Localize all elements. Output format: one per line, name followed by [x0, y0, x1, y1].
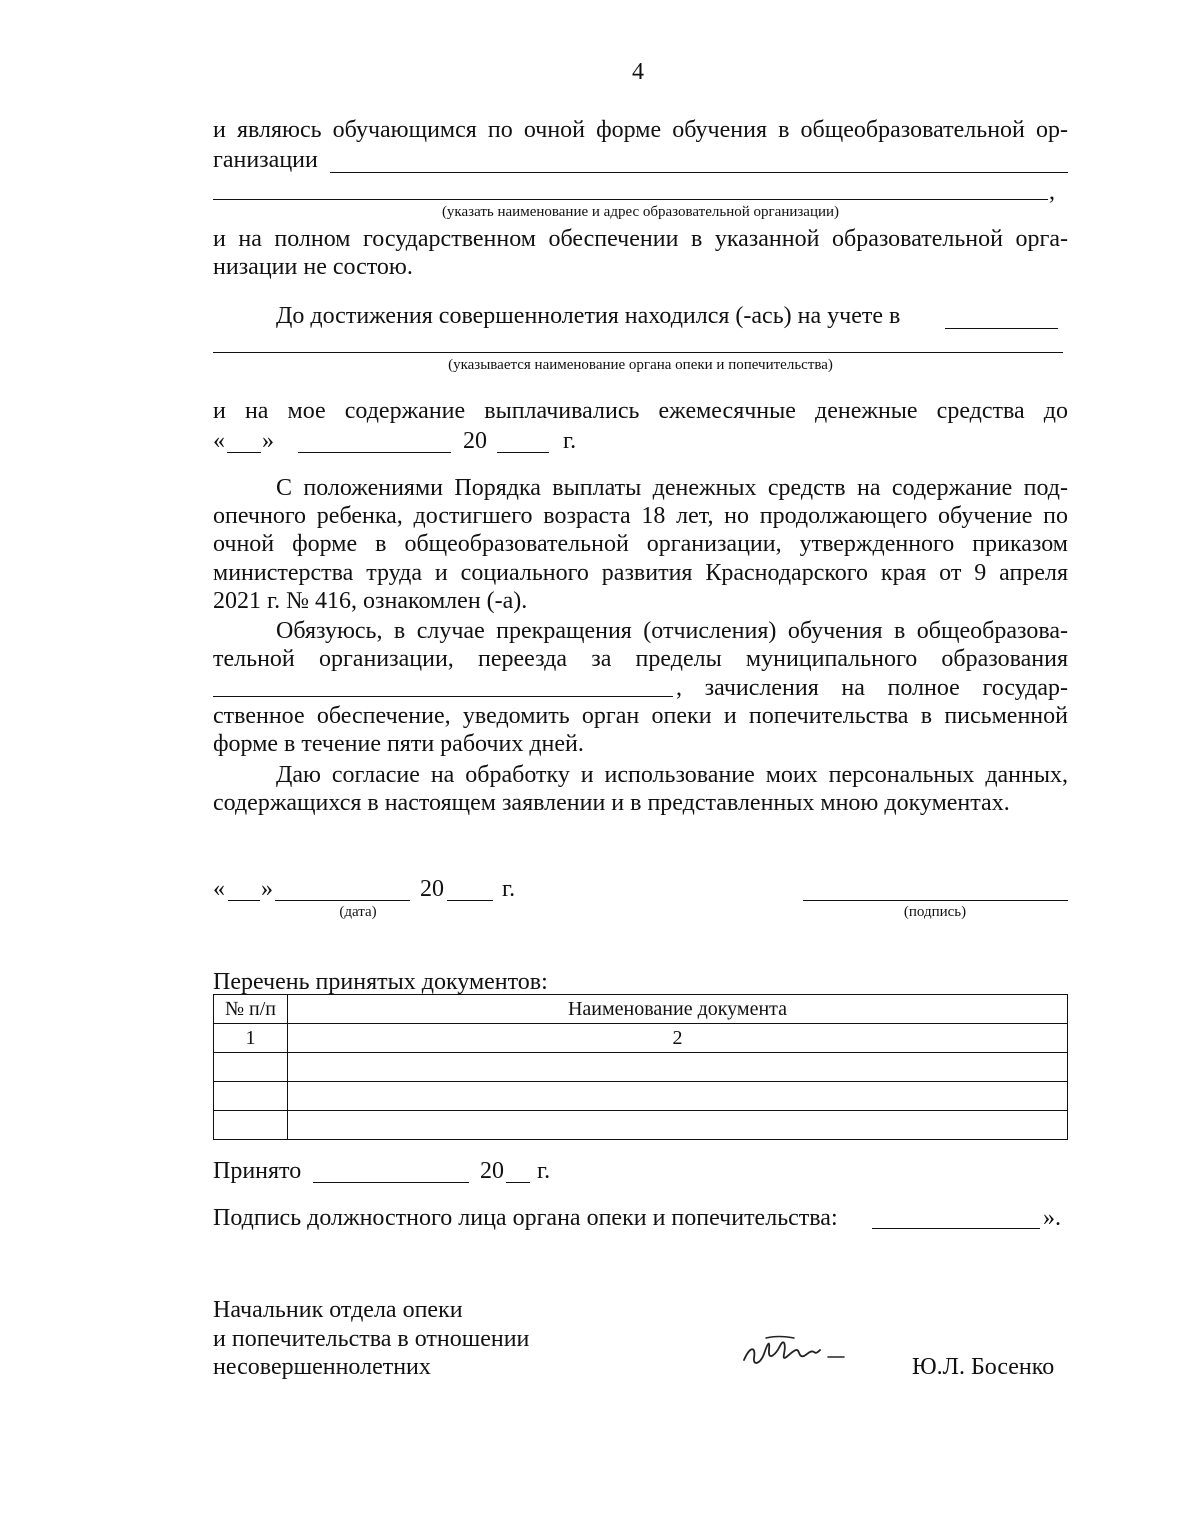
para1-comma: , — [1049, 179, 1055, 205]
numbering-col2: 2 — [288, 1024, 1068, 1053]
para4-line2: тельной организации, переезда за пределы муниципального образования — [213, 646, 1068, 672]
table-numbering-row — [214, 1024, 1068, 1053]
para4-line1: Обязуюсь, в случае прекращения (отчисления) обучения в общеобразова- — [276, 618, 1068, 644]
guardianship-caption: (указывается наименование органа опеки и попечительства) — [448, 357, 833, 373]
para4-line5: форме в течение пяти рабочих дней. — [213, 731, 584, 757]
para3-line5: 2021 г. № 416, ознакомлен (-а). — [213, 588, 528, 614]
para2-date-close: » — [262, 428, 274, 454]
official-signature-label: Подпись должностного лица органа опеки и попечительства: — [213, 1205, 838, 1231]
table-row — [214, 1053, 1068, 1082]
para3-line2: опечного ребенка, достигшего возраста 18 лет, но продолжающего обучение по — [213, 503, 1068, 529]
sig-month-blank[interactable] — [275, 900, 410, 901]
sig-year-suffix: г. — [502, 876, 516, 902]
para4-line4: ственное обеспечение, уведомить орган опеки и попечительства в письменной — [213, 703, 1068, 729]
table-cell[interactable] — [214, 1082, 288, 1111]
para2-day-blank[interactable] — [227, 452, 261, 453]
sig-date-open: « — [213, 876, 225, 902]
para2-line1: До достижения совершеннолетия находился (-ась) на учете в — [276, 303, 901, 329]
para4-line3-suffix: , зачисления на полное государ- — [676, 675, 1068, 701]
handwritten-signature — [740, 1332, 850, 1377]
para1-line1: и являюсь обучающимся по очной форме обучения в общеобразовательной ор- — [213, 117, 1068, 143]
municipality-blank[interactable] — [213, 696, 673, 697]
table-cell[interactable] — [288, 1111, 1068, 1140]
sig-year-blank[interactable] — [447, 900, 493, 901]
accepted-year-suffix: г. — [537, 1158, 551, 1184]
org-name-blank-1[interactable] — [330, 172, 1068, 173]
accepted-date-blank[interactable] — [313, 1182, 469, 1183]
para2-line2: и на мое содержание выплачивались ежемесячные денежные средства до — [213, 398, 1068, 424]
para2-month-blank[interactable] — [298, 452, 451, 453]
para3-line4: министерства труда и социального развития Краснодарского края от 9 апреля — [213, 560, 1068, 586]
para2-year-suffix: г. — [563, 428, 577, 454]
header-document-name: Наименование документа — [288, 995, 1068, 1024]
page-number: 4 — [632, 59, 644, 85]
signature-blank[interactable] — [803, 900, 1068, 901]
table-cell[interactable] — [288, 1082, 1068, 1111]
official-signature-closing: ». — [1043, 1205, 1061, 1231]
official-signature-blank[interactable] — [872, 1228, 1040, 1229]
org-name-blank-2[interactable] — [213, 199, 1048, 200]
table-cell[interactable] — [288, 1053, 1068, 1082]
date-caption: (дата) — [339, 904, 377, 920]
footer-position-line2: и попечительства в отношении — [213, 1326, 530, 1352]
guardianship-blank-2[interactable] — [213, 352, 1063, 353]
footer-position-line3: несовершеннолетних — [213, 1354, 431, 1380]
table-row — [214, 1111, 1068, 1140]
table-cell[interactable] — [214, 1111, 288, 1140]
accepted-year-prefix: 20 — [480, 1158, 504, 1184]
para5-line2: содержащихся в настоящем заявлении и в представленных мною документах. — [213, 790, 1010, 816]
header-number: № п/п — [214, 995, 288, 1024]
footer-position-line1: Начальник отдела опеки — [213, 1297, 463, 1323]
sig-date-close: » — [261, 876, 273, 902]
sig-year-prefix: 20 — [420, 876, 444, 902]
org-caption: (указать наименование и адрес образовательной организации) — [441, 204, 840, 220]
para5-line1: Даю согласие на обработку и использование моих персональных данных, — [276, 762, 1068, 788]
footer-name: Ю.Л. Босенко — [912, 1354, 1055, 1380]
guardianship-blank-1[interactable] — [945, 328, 1058, 329]
para3-line3: очной форме в общеобразовательной организации, утвержденного приказом — [213, 531, 1068, 557]
para3-line1: С положениями Порядка выплаты денежных средств на содержание под- — [276, 475, 1068, 501]
para2-date-open: « — [213, 428, 225, 454]
para2-year-prefix: 20 — [463, 428, 487, 454]
table-header-row — [214, 995, 1068, 1024]
para1-line4: низации не состою. — [213, 254, 413, 280]
documents-title: Перечень принятых документов: — [213, 969, 548, 995]
sig-day-blank[interactable] — [228, 900, 260, 901]
para1-line2-label: ганизации — [213, 147, 318, 173]
accepted-label: Принято — [213, 1158, 302, 1184]
signature-caption: (подпись) — [903, 904, 967, 920]
numbering-col1: 1 — [214, 1024, 288, 1053]
table-cell[interactable] — [214, 1053, 288, 1082]
table-row — [214, 1082, 1068, 1111]
para1-line3: и на полном государственном обеспечении в указанной образовательной орга- — [213, 226, 1068, 252]
documents-table — [213, 994, 1068, 1140]
para2-year-blank[interactable] — [497, 452, 549, 453]
accepted-year-blank[interactable] — [506, 1182, 530, 1183]
